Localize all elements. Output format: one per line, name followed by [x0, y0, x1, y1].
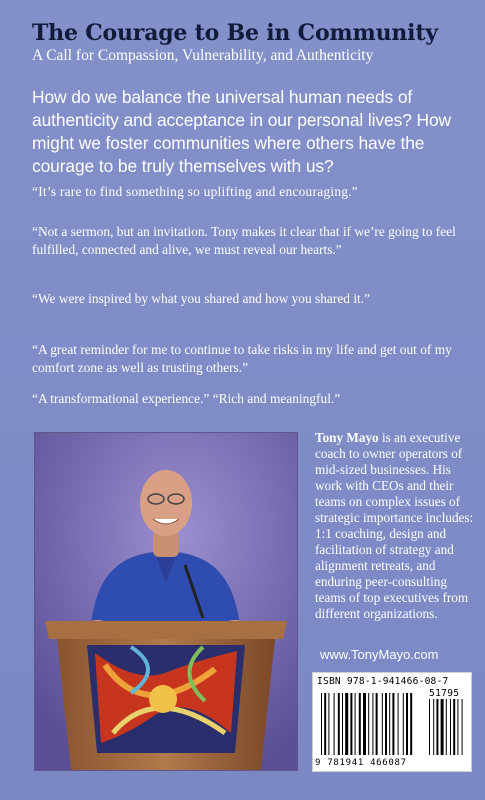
book-title: The Courage to Be in Community [32, 20, 438, 46]
author-bio [315, 430, 475, 622]
author-photo [34, 432, 298, 771]
isbn-number: ISBN 978-1-941466-08-7 [317, 676, 449, 687]
book-subtitle: A Call for Compassion, Vulnerability, and Authenticity [32, 47, 374, 64]
testimonial-quote: “It’s rare to find something so uplifting and encouraging.” [32, 184, 359, 199]
author-bio-text: is an executive coach to owner operators of mid-sized businesses. His work with CEOs and their teams on complex issues of strategic importance includes: 1:1 coaching, design and facilitation of strategy and alignment retreats, and enduring peer-consulting teams of top executives from different organizations. [315, 430, 474, 621]
author-photo-illustration [35, 433, 297, 770]
barcode-icon [319, 693, 467, 757]
author-name: Tony Mayo [315, 430, 379, 445]
lead-question: How do we balance the universal human needs of authenticity and acceptance in our personal lives? How might we foster communities where others have the courage to be truly themselves with us? [32, 87, 451, 176]
testimonial-quote: “We were inspired by what you shared and how you shared it.” [32, 291, 371, 306]
price-code: 51795 [429, 688, 460, 699]
testimonial-quote: “Not a sermon, but an invitation. Tony makes it clear that if we’re going to feel fulfilled, connected and alive, we must reveal our hearts.” [32, 224, 456, 257]
testimonial-quote: “A great reminder for me to continue to take risks in my life and get out of my comfort zone as well as trusting others.” [32, 342, 452, 375]
isbn-barcode [312, 672, 472, 772]
ean-number: 9 781941 466087 [315, 758, 407, 768]
testimonial-quote: “A transformational experience.” “Rich and meaningful.” [32, 391, 341, 406]
author-website: www.TonyMayo.com [320, 647, 439, 662]
